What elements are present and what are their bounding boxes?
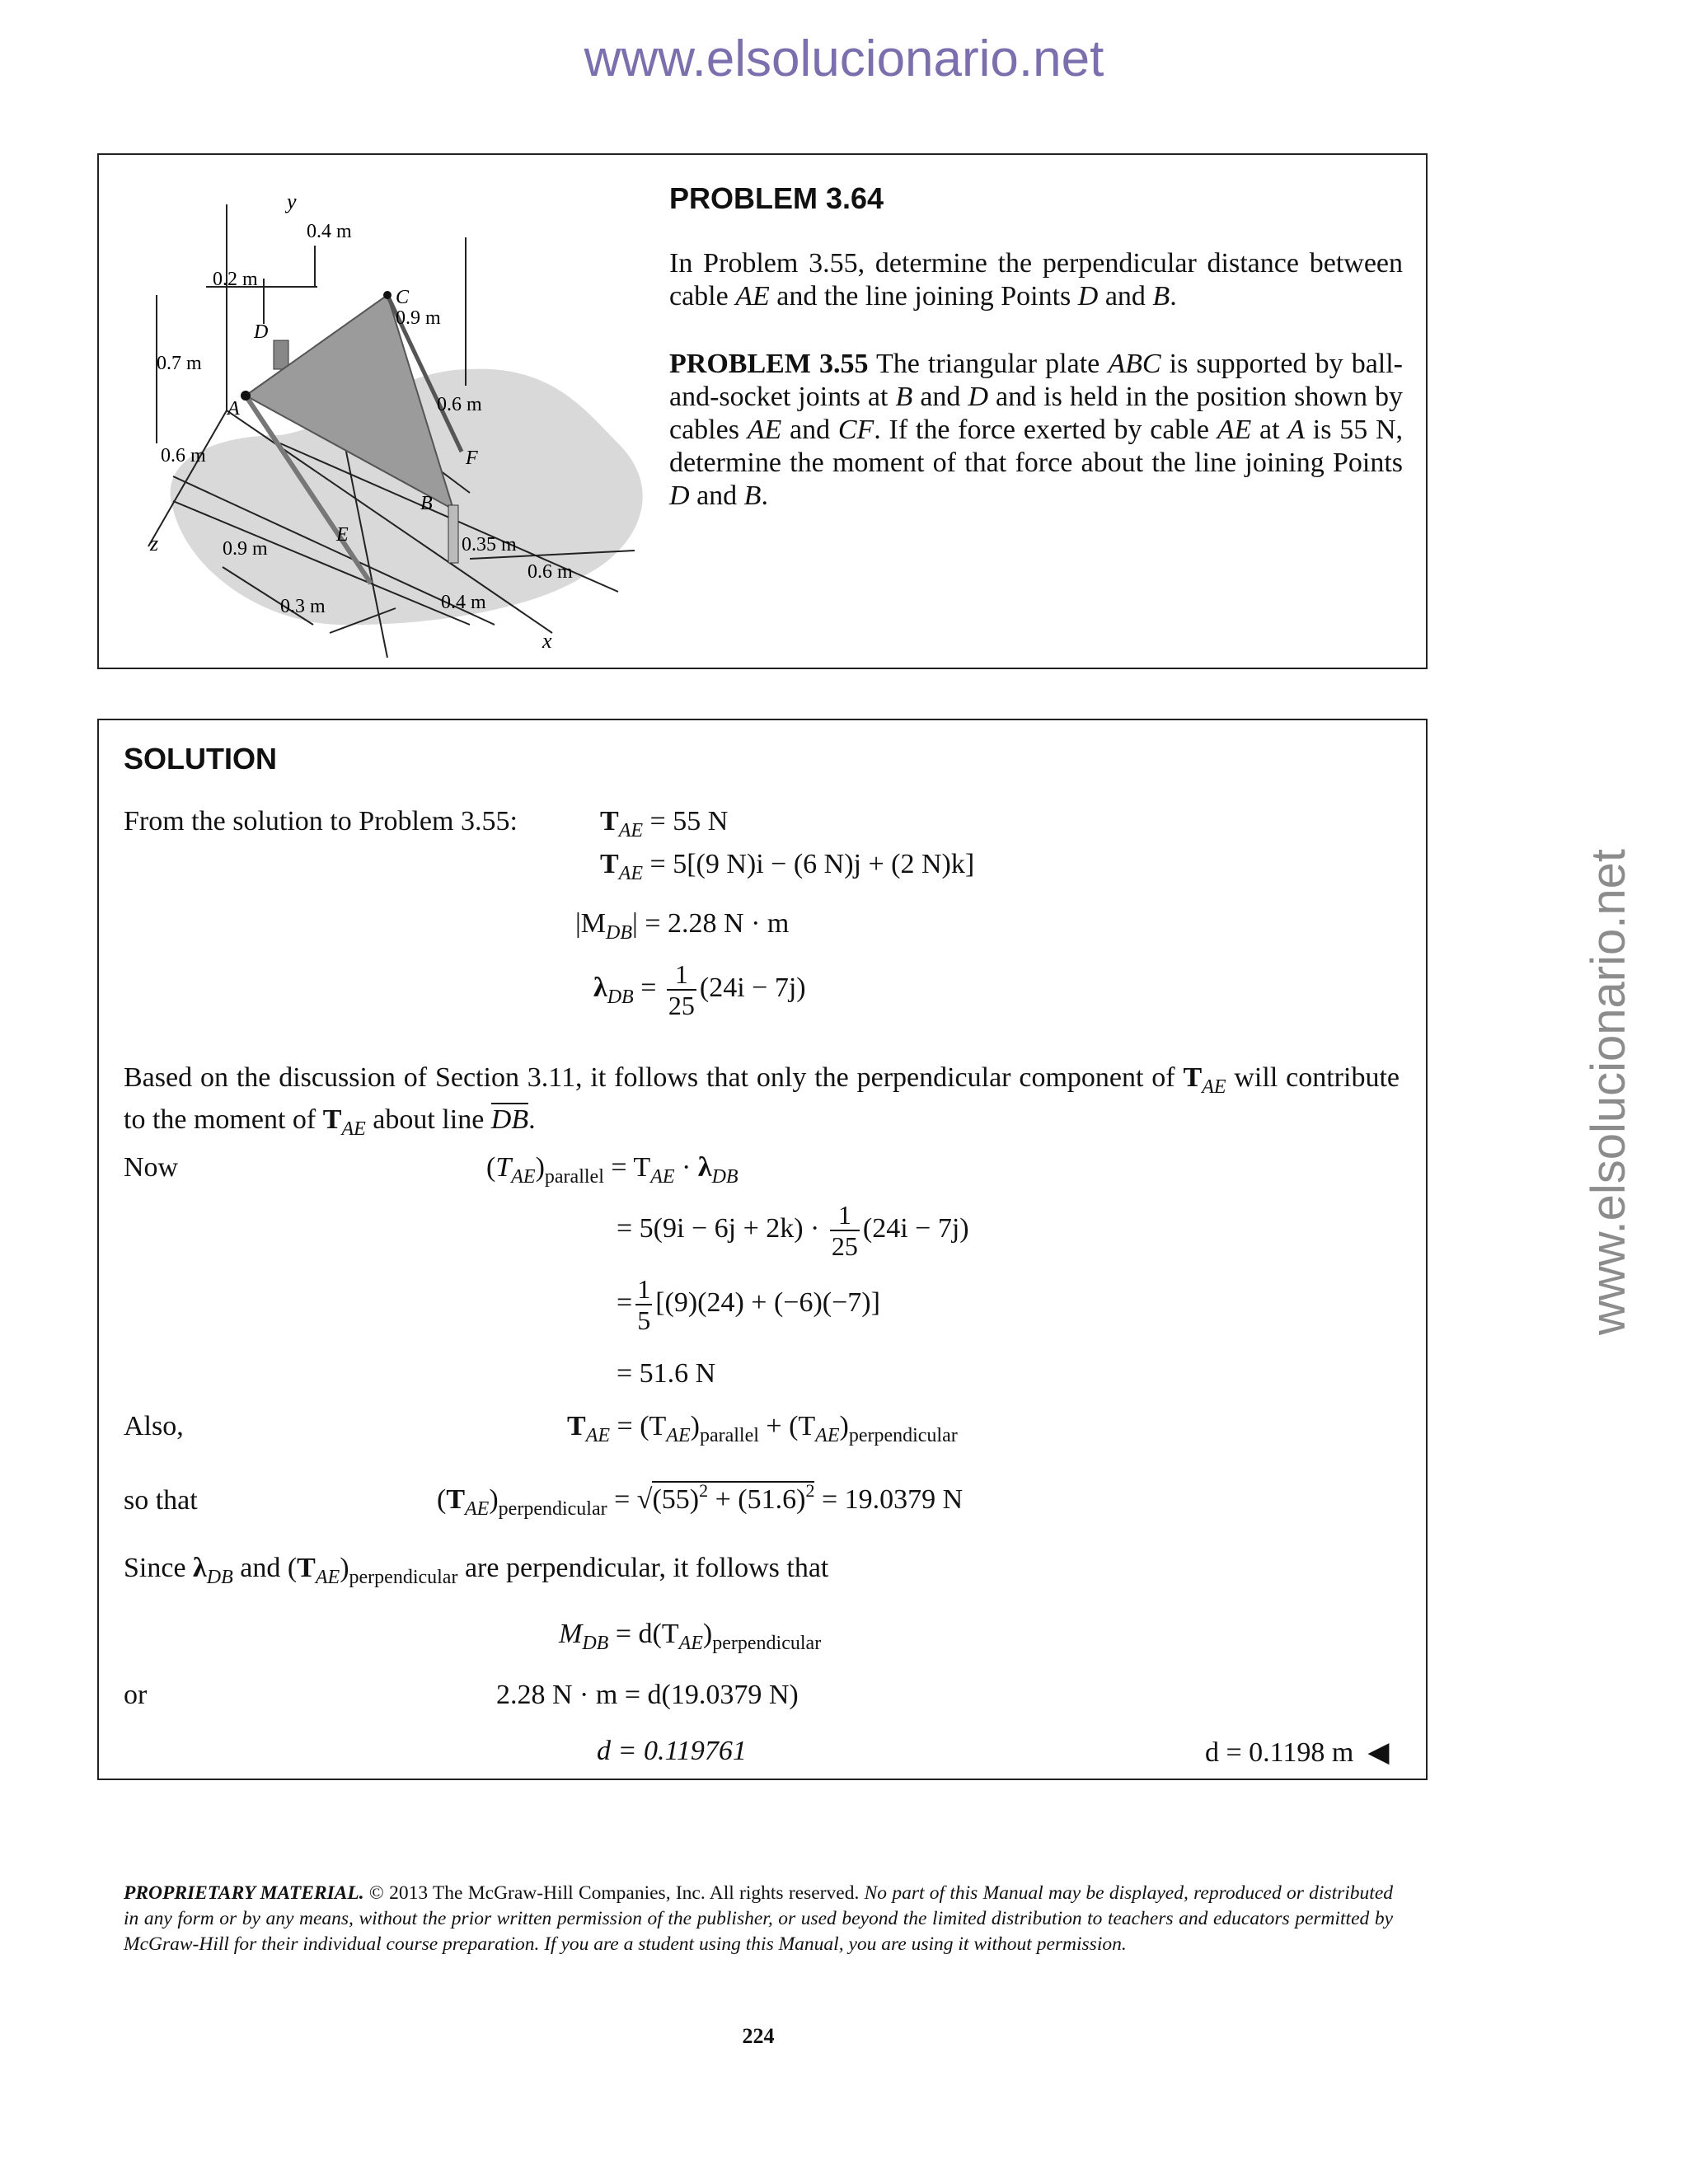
solution-box — [97, 719, 1428, 1780]
answer: d = 0.1198 m ◀ — [1205, 1737, 1390, 1768]
label-b: B — [420, 493, 433, 514]
label-d03: 0.3 m — [280, 596, 326, 617]
sothat-label: so that — [124, 1485, 198, 1516]
answer-mark-icon: ◀ — [1367, 1737, 1390, 1768]
label-e: E — [336, 524, 349, 546]
eq-sum: $T_{AE} = (T_{AE})_{parallel} + (T_{AE})_{perpendicular}$ — [567, 1411, 958, 1446]
problem-title: PROBLEM 3.64 — [669, 181, 884, 215]
eq-mdb-d: $M_{DB} = d(T_{AE})_{perpendicular}$ — [559, 1619, 822, 1654]
label-d06c: 0.6 m — [528, 561, 573, 583]
eq-parallel-4: = 51.6 N — [617, 1358, 716, 1389]
label-y: y — [287, 190, 297, 213]
also-label: Also, — [124, 1411, 184, 1441]
eq-perp: $(T_{AE})_{perpendicular} = √(55)^2 + (51.6)^2 = 19.0379$ N — [437, 1480, 964, 1520]
label-d06b: 0.6 m — [161, 445, 206, 466]
watermark-top: www.elsolucionario.net — [584, 30, 1104, 87]
label-d09b: 0.9 m — [223, 538, 268, 560]
problem-text-1: In Problem 3.55, determine the perpendicular distance between cable AE and the line joining Points D and B. — [669, 248, 1403, 312]
watermark-side: www.elsolucionario.net — [1582, 849, 1635, 1335]
eq-lambda: $\lambda_{DB}$ = $\frac{1}{25}$ (24i − 7j) — [593, 959, 806, 1020]
label-z: z — [150, 532, 159, 555]
from-text: From the solution to Problem 3.55: — [124, 806, 518, 837]
problem-figure — [124, 163, 651, 658]
now-label: Now — [124, 1152, 179, 1183]
problem-box — [97, 153, 1428, 669]
footer-copyright: PROPRIETARY MATERIAL. © 2013 The McGraw-Hill Companies, Inc. All rights reserved. No part of this Manual may be displayed, reproduced or distributed in any form or by any means, without the prior written permission of the publisher, or used beyond the limited distribution to teachers and educators permitted by McGraw-Hill for their individual course preparation. If you are a student using this Manual, you are using it without permission. — [124, 1882, 1394, 1955]
label-d: D — [254, 321, 269, 343]
eq-parallel-3: = $\frac{1}{5}$ [(9)(24) + (−6)(−7)] — [617, 1274, 880, 1335]
post-b — [448, 505, 458, 563]
label-x: x — [542, 629, 552, 653]
eq-mdb: $|M_{DB}| = 2.28$ N · m — [575, 908, 790, 944]
page-number: 224 — [742, 2024, 775, 2048]
label-d07: 0.7 m — [157, 353, 202, 374]
label-c: C — [396, 287, 410, 308]
label-f: F — [466, 448, 478, 469]
label-d09a: 0.9 m — [396, 307, 441, 329]
eq-parallel: $(T_{AE})_{parallel} = T_{AE} \cdot \lambda_{DB}$ — [486, 1152, 738, 1188]
label-d06a: 0.6 m — [437, 394, 482, 415]
eq-tae-mag: $T_{AE} = 55$ N — [600, 806, 729, 841]
eq-or: 2.28 N · m = d(19.0379 N) — [496, 1680, 799, 1710]
bracket-d — [274, 340, 288, 369]
eq-parallel-2: = 5(9i − 6j + 2k) · $\frac{1}{25}$ (24i − 7j) — [617, 1200, 969, 1261]
based-text: Based on the discussion of Section 3.11, it follows that only the perpendicular component of $T_{AE}$ will contribute to the moment of $T_{AE}$ about line DB. — [124, 1062, 1400, 1140]
label-d04a: 0.4 m — [307, 221, 352, 242]
eq-d: d = 0.119761 — [597, 1736, 747, 1766]
problem-text-2: PROBLEM 3.55 The triangular plate ABC is supported by ball-and-socket joints at B and D and is held in the position shown by cables AE and CF. If the force exerted by cable AE at A is 55 N, determine the moment of that force about the line joining Points D and B. — [669, 349, 1404, 511]
eq-tae-vec: $T_{AE} = 5[(9$ N)i − (6 N)j + (2 N)k] — [600, 849, 975, 884]
since-text: Since $\lambda_{DB}$ and $(T_{AE})_{perpendicular}$ are perpendicular, it follows that — [124, 1553, 829, 1588]
solution-title: SOLUTION — [124, 742, 277, 776]
or-label: or — [124, 1680, 148, 1710]
label-d035: 0.35 m — [462, 534, 517, 555]
label-a: A — [227, 398, 240, 419]
label-d04b: 0.4 m — [441, 592, 486, 613]
label-d02: 0.2 m — [213, 269, 258, 290]
